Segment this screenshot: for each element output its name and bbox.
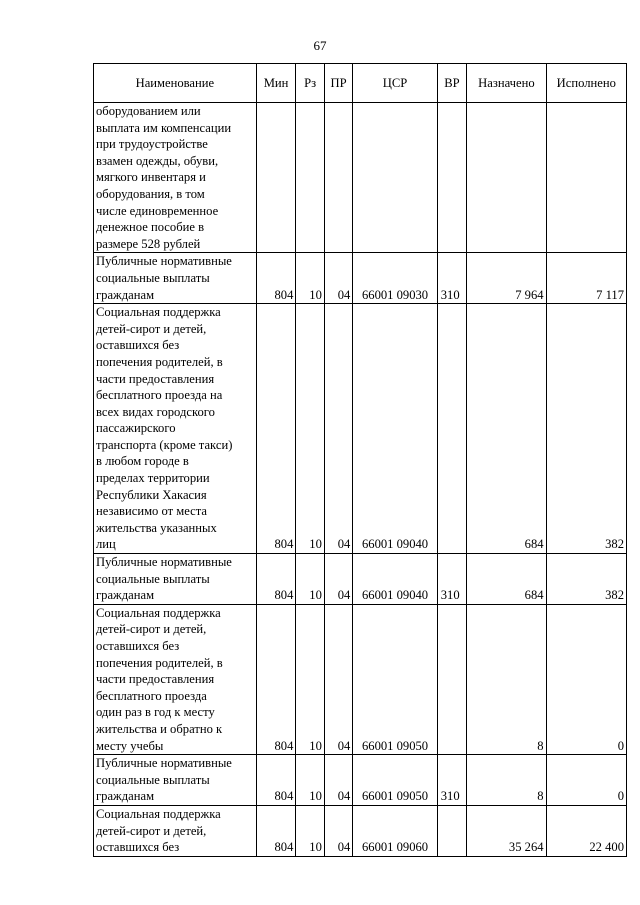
cell-pr: 04 xyxy=(324,755,352,806)
cell-assigned: 35 264 xyxy=(467,805,546,856)
cell-vr: 310 xyxy=(437,554,466,605)
cell-name xyxy=(94,805,257,856)
cell-csr: 66001 09050 xyxy=(353,604,437,754)
cell-name-line: гражданам xyxy=(96,588,155,603)
cell-min: 804 xyxy=(256,805,296,856)
table-header-row xyxy=(94,64,627,103)
cell-name-line: гражданам xyxy=(96,287,155,302)
cell-name-line: бесплатного проезда xyxy=(96,688,207,703)
cell-name-line: части предоставления xyxy=(96,371,215,386)
cell-rz: 10 xyxy=(296,805,324,856)
cell-name-line: оставшихся без xyxy=(96,840,180,855)
cell-executed xyxy=(546,103,626,253)
cell-executed: 7 117 xyxy=(546,253,626,304)
cell-assigned: 684 xyxy=(467,304,546,554)
table-body xyxy=(94,103,627,857)
cell-name-line: при трудоустройстве xyxy=(96,137,208,152)
cell-name-line: Публичные нормативные xyxy=(96,756,232,771)
cell-name-line: мягкого инвентаря и xyxy=(96,170,206,185)
header-assigned: Назначено xyxy=(467,64,546,103)
cell-name-line: бесплатного проезда на xyxy=(96,388,223,403)
cell-name-line: социальные выплаты xyxy=(96,772,210,787)
table-row xyxy=(94,755,627,806)
cell-name-line: всех видах городского xyxy=(96,404,215,419)
cell-name-line: попечения родителей, в xyxy=(96,354,223,369)
cell-rz: 10 xyxy=(296,755,324,806)
cell-name-line: числе единовременное xyxy=(96,203,219,218)
cell-name-line: взамен одежды, обуви, xyxy=(96,153,219,168)
cell-vr xyxy=(437,604,466,754)
header-csr: ЦСР xyxy=(353,64,437,103)
header-min: Мин xyxy=(256,64,296,103)
cell-name-line: попечения родителей, в xyxy=(96,655,223,670)
page-number: 67 xyxy=(313,38,327,53)
cell-name-line: транспорта (кроме такси) xyxy=(96,437,233,452)
cell-rz: 10 xyxy=(296,554,324,605)
cell-name xyxy=(94,103,257,253)
cell-name-line: Социальная поддержка xyxy=(96,806,221,821)
cell-assigned: 7 964 xyxy=(467,253,546,304)
cell-min: 804 xyxy=(256,604,296,754)
cell-name-line: месту учебы xyxy=(96,738,164,753)
budget-table xyxy=(93,63,627,857)
cell-name-line: Республики Хакасия xyxy=(96,487,207,502)
cell-executed: 22 400 xyxy=(546,805,626,856)
cell-name-line: пассажирского xyxy=(96,421,176,436)
cell-vr xyxy=(437,304,466,554)
cell-name-line: в любом городе в xyxy=(96,454,189,469)
table-row xyxy=(94,103,627,253)
cell-pr: 04 xyxy=(324,805,352,856)
cell-name xyxy=(94,253,257,304)
cell-csr: 66001 09030 xyxy=(353,253,437,304)
cell-pr: 04 xyxy=(324,304,352,554)
table-row xyxy=(94,805,627,856)
cell-assigned: 8 xyxy=(467,755,546,806)
cell-min: 804 xyxy=(256,755,296,806)
cell-rz xyxy=(296,103,324,253)
cell-name-line: жительства и обратно к xyxy=(96,721,223,736)
cell-name-line: оставшихся без xyxy=(96,338,180,353)
cell-rz: 10 xyxy=(296,604,324,754)
cell-vr: 310 xyxy=(437,755,466,806)
cell-name-line: Публичные нормативные xyxy=(96,254,232,269)
table-row xyxy=(94,253,627,304)
table-row xyxy=(94,304,627,554)
cell-name-line: части предоставления xyxy=(96,672,215,687)
cell-vr: 310 xyxy=(437,253,466,304)
cell-name xyxy=(94,304,257,554)
cell-assigned: 684 xyxy=(467,554,546,605)
cell-name-line: Публичные нормативные xyxy=(96,555,232,570)
cell-name-line: оборудования, в том xyxy=(96,186,205,201)
cell-name xyxy=(94,755,257,806)
header-pr: ПР xyxy=(324,64,352,103)
cell-executed: 382 xyxy=(546,554,626,605)
cell-min: 804 xyxy=(256,304,296,554)
cell-executed: 0 xyxy=(546,604,626,754)
table-row xyxy=(94,604,627,754)
cell-rz: 10 xyxy=(296,253,324,304)
cell-name-line: оставшихся без xyxy=(96,639,180,653)
cell-name xyxy=(94,604,257,754)
cell-name-line: гражданам xyxy=(96,789,155,804)
cell-executed: 382 xyxy=(546,304,626,554)
cell-vr xyxy=(437,805,466,856)
cell-name-line: размере 528 рублей xyxy=(96,236,201,251)
cell-name-line: детей-сирот и детей, xyxy=(96,622,207,637)
cell-min xyxy=(256,103,296,253)
cell-pr xyxy=(324,103,352,253)
cell-pr: 04 xyxy=(324,604,352,754)
cell-name-line: выплата им компенсации xyxy=(96,120,232,135)
cell-name-line: социальные выплаты xyxy=(96,571,210,586)
cell-name-line: оборудованием или xyxy=(96,104,201,118)
cell-name-line: социальные выплаты xyxy=(96,270,210,285)
cell-name-line: Социальная поддержка xyxy=(96,305,221,320)
cell-assigned: 8 xyxy=(467,604,546,754)
cell-vr xyxy=(437,103,466,253)
cell-csr: 66001 09040 xyxy=(353,554,437,605)
cell-assigned xyxy=(467,103,546,253)
header-name: Наименование xyxy=(94,64,257,103)
cell-name xyxy=(94,554,257,605)
cell-pr: 04 xyxy=(324,554,352,605)
cell-name-line: денежное пособие в xyxy=(96,220,205,235)
cell-name-line: детей-сирот и детей, xyxy=(96,823,207,838)
cell-name-line: Социальная поддержка xyxy=(96,605,221,620)
cell-name-line: независимо от места xyxy=(96,504,207,519)
cell-rz: 10 xyxy=(296,304,324,554)
cell-name-line: жительства указанных xyxy=(96,520,217,535)
cell-name-line: пределах территории xyxy=(96,471,210,486)
cell-name-line: один раз в год к месту xyxy=(96,705,215,720)
cell-min: 804 xyxy=(256,253,296,304)
header-executed: Исполнено xyxy=(546,64,626,103)
cell-csr: 66001 09060 xyxy=(353,805,437,856)
header-rz: Рз xyxy=(296,64,324,103)
header-vr: ВР xyxy=(437,64,466,103)
cell-name-line: детей-сирот и детей, xyxy=(96,321,207,336)
cell-pr: 04 xyxy=(324,253,352,304)
cell-name-line: лиц xyxy=(96,537,116,552)
cell-csr xyxy=(353,103,437,253)
table-row xyxy=(94,554,627,605)
cell-min: 804 xyxy=(256,554,296,605)
cell-executed: 0 xyxy=(546,755,626,806)
cell-csr: 66001 09050 xyxy=(353,755,437,806)
cell-csr: 66001 09040 xyxy=(353,304,437,554)
